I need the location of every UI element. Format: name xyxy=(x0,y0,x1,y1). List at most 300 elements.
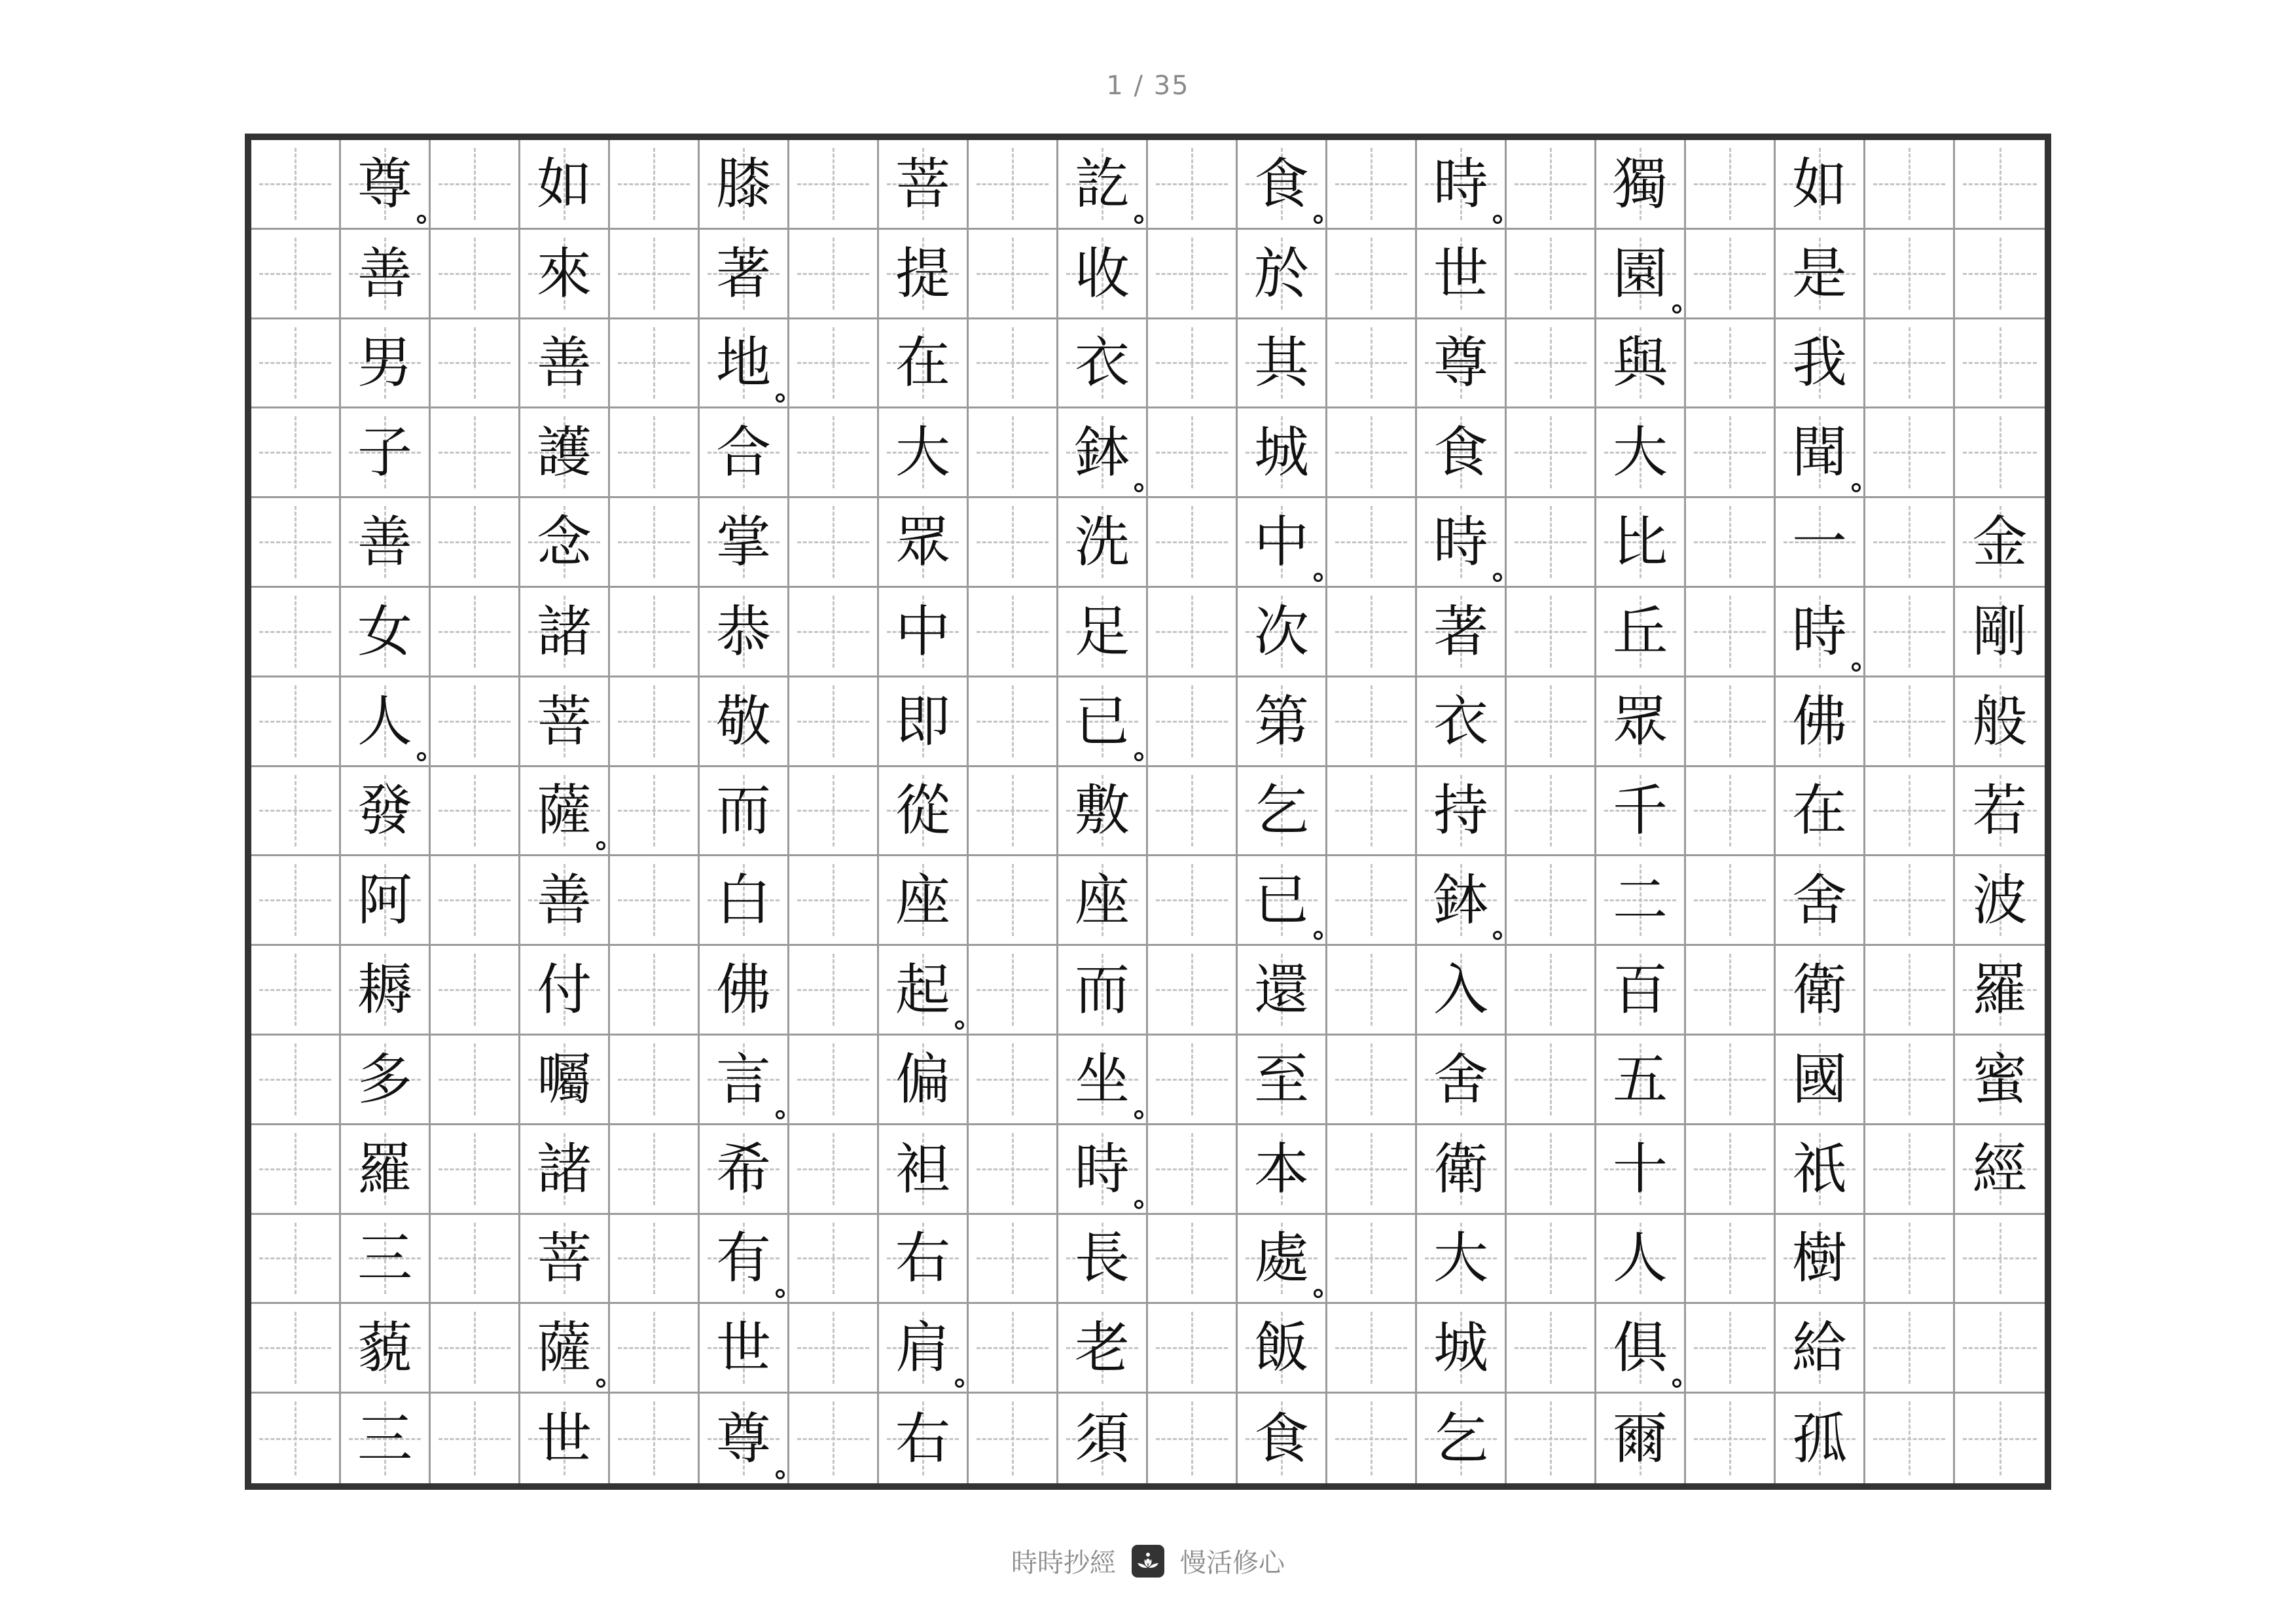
grid-cell xyxy=(1686,140,1776,230)
character: 掌 xyxy=(715,510,771,575)
character: 眾 xyxy=(1612,689,1668,753)
footer-slogan-text: 慢活修心 xyxy=(1180,1548,1285,1578)
grid-cell xyxy=(700,856,789,946)
grid-cell xyxy=(1058,408,1148,498)
character: 足 xyxy=(1074,599,1130,664)
grid-cell xyxy=(431,588,520,677)
grid-cell xyxy=(1058,677,1148,767)
character: 城 xyxy=(1253,420,1309,485)
character: 眾 xyxy=(895,510,950,575)
period-mark-icon xyxy=(955,1020,964,1030)
grid-cell xyxy=(1148,677,1238,767)
grid-cell xyxy=(1058,1036,1148,1125)
grid-cell xyxy=(969,230,1058,319)
period-mark-icon xyxy=(1852,662,1861,672)
grid-cell xyxy=(1596,1394,1686,1483)
grid-cell xyxy=(969,1125,1058,1215)
grid-cell xyxy=(1148,1215,1238,1305)
grid-cell xyxy=(700,767,789,857)
grid-cell xyxy=(700,319,789,409)
grid-cell xyxy=(879,677,969,767)
grid-cell xyxy=(1955,946,2045,1036)
character: 乞 xyxy=(1433,1406,1488,1471)
character: 善 xyxy=(357,241,412,306)
grid-cell xyxy=(520,588,610,677)
character: 於 xyxy=(1253,241,1309,306)
character: 若 xyxy=(1972,778,2028,843)
grid-cell xyxy=(1955,588,2045,677)
grid-cell xyxy=(1686,677,1776,767)
grid-cell xyxy=(1955,1394,2045,1483)
character: 園 xyxy=(1612,241,1668,306)
grid-cell xyxy=(341,1125,431,1215)
grid-cell xyxy=(1507,1215,1596,1305)
grid-cell xyxy=(1417,1036,1507,1125)
grid-cell xyxy=(1686,1125,1776,1215)
grid-cell xyxy=(1148,319,1238,409)
grid-cell xyxy=(341,588,431,677)
grid-cell xyxy=(789,767,879,857)
grid-cell xyxy=(610,498,700,588)
grid-cell xyxy=(1596,1215,1686,1305)
character: 入 xyxy=(1433,958,1488,1022)
character: 衛 xyxy=(1791,958,1847,1022)
character: 經 xyxy=(1972,1136,2028,1201)
character: 如 xyxy=(1791,151,1847,216)
grid-cell xyxy=(610,230,700,319)
grid-cell xyxy=(251,230,341,319)
grid-cell xyxy=(1955,498,2045,588)
grid-cell xyxy=(1596,1304,1686,1394)
grid-cell xyxy=(1148,856,1238,946)
grid-cell xyxy=(1327,946,1417,1036)
character: 持 xyxy=(1433,778,1488,843)
grid-cell xyxy=(251,946,341,1036)
grid-cell xyxy=(1507,140,1596,230)
grid-cell xyxy=(1417,140,1507,230)
grid-cell xyxy=(520,319,610,409)
grid-cell xyxy=(1776,140,1865,230)
character: 其 xyxy=(1253,331,1309,395)
grid-cell xyxy=(789,230,879,319)
character: 舍 xyxy=(1791,868,1847,933)
character: 三 xyxy=(357,1226,412,1291)
character: 大 xyxy=(1612,420,1668,485)
grid-cell xyxy=(431,319,520,409)
grid-cell xyxy=(1058,1215,1148,1305)
grid-cell xyxy=(1148,946,1238,1036)
grid-cell xyxy=(1596,140,1686,230)
character: 次 xyxy=(1253,599,1309,664)
grid-cell xyxy=(969,856,1058,946)
page-indicator: 1 / 35 xyxy=(1106,71,1190,101)
character: 食 xyxy=(1433,420,1488,485)
grid-cell xyxy=(520,1125,610,1215)
character: 飯 xyxy=(1253,1316,1309,1380)
character: 言 xyxy=(715,1047,771,1111)
character: 尊 xyxy=(357,151,412,216)
period-mark-icon xyxy=(776,1470,785,1479)
grid-cell xyxy=(431,1036,520,1125)
grid-cell xyxy=(1058,498,1148,588)
grid-cell xyxy=(789,1304,879,1394)
grid-cell xyxy=(1507,677,1596,767)
grid-cell xyxy=(879,1215,969,1305)
character: 百 xyxy=(1612,958,1668,1022)
character: 付 xyxy=(536,958,592,1022)
grid-cell xyxy=(1327,408,1417,498)
character: 如 xyxy=(536,151,592,216)
character: 至 xyxy=(1253,1047,1309,1111)
grid-cell xyxy=(1058,140,1148,230)
grid-cell xyxy=(1238,767,1327,857)
grid-cell xyxy=(789,677,879,767)
grid-cell xyxy=(1058,319,1148,409)
grid-cell xyxy=(700,408,789,498)
grid-cell xyxy=(1865,319,1955,409)
grid-cell xyxy=(1327,1036,1417,1125)
period-mark-icon xyxy=(1493,573,1502,582)
grid-cell xyxy=(251,767,341,857)
grid-cell xyxy=(1148,1394,1238,1483)
character: 菩 xyxy=(536,1226,592,1291)
character: 諸 xyxy=(536,599,592,664)
grid-cell xyxy=(969,767,1058,857)
grid-cell xyxy=(1596,408,1686,498)
character: 俱 xyxy=(1612,1316,1668,1380)
grid-cell xyxy=(789,498,879,588)
grid-cell xyxy=(341,319,431,409)
grid-cell xyxy=(1058,1304,1148,1394)
grid-cell xyxy=(789,140,879,230)
grid-cell xyxy=(1686,1215,1776,1305)
grid-cell xyxy=(1596,1036,1686,1125)
grid-cell xyxy=(1776,1215,1865,1305)
grid-cell xyxy=(1865,946,1955,1036)
grid-cell xyxy=(1148,230,1238,319)
character: 乞 xyxy=(1253,778,1309,843)
grid-cell xyxy=(251,1036,341,1125)
grid-cell xyxy=(520,856,610,946)
grid-cell xyxy=(610,408,700,498)
grid-cell xyxy=(1865,1215,1955,1305)
grid-cell xyxy=(341,498,431,588)
period-mark-icon xyxy=(1314,573,1323,582)
character: 須 xyxy=(1074,1406,1130,1471)
grid-cell xyxy=(1058,1125,1148,1215)
grid-cell xyxy=(1686,856,1776,946)
character: 佛 xyxy=(715,958,771,1022)
grid-cell xyxy=(969,498,1058,588)
grid-cell xyxy=(1955,1215,2045,1305)
grid-cell xyxy=(1417,677,1507,767)
grid-cell xyxy=(1417,1304,1507,1394)
grid-cell xyxy=(431,408,520,498)
character: 食 xyxy=(1253,1406,1309,1471)
grid-cell xyxy=(520,767,610,857)
grid-cell xyxy=(1507,1036,1596,1125)
grid-cell xyxy=(251,498,341,588)
grid-cell xyxy=(700,230,789,319)
grid-cell xyxy=(969,1304,1058,1394)
grid-cell xyxy=(969,946,1058,1036)
grid-cell xyxy=(700,1215,789,1305)
grid-cell xyxy=(879,140,969,230)
character: 囑 xyxy=(536,1047,592,1111)
grid-cell xyxy=(1327,319,1417,409)
grid-cell xyxy=(1148,1304,1238,1394)
character: 祇 xyxy=(1791,1136,1847,1201)
grid-cell xyxy=(520,140,610,230)
grid-cell xyxy=(251,140,341,230)
grid-cell xyxy=(1865,1394,1955,1483)
grid-cell xyxy=(789,319,879,409)
character: 薩 xyxy=(536,778,592,843)
character: 合 xyxy=(715,420,771,485)
grid-cell xyxy=(520,230,610,319)
grid-cell xyxy=(1417,1215,1507,1305)
grid-cell xyxy=(341,1394,431,1483)
grid-cell xyxy=(1327,140,1417,230)
grid-cell xyxy=(1238,677,1327,767)
character: 座 xyxy=(1074,868,1130,933)
character: 大 xyxy=(1433,1226,1488,1291)
period-mark-icon xyxy=(1314,215,1323,224)
character: 舍 xyxy=(1433,1047,1488,1111)
grid-cell xyxy=(341,230,431,319)
character: 五 xyxy=(1612,1047,1668,1111)
grid-cell xyxy=(1238,498,1327,588)
grid-cell xyxy=(1955,1036,2045,1125)
character: 金 xyxy=(1972,510,2028,575)
character: 右 xyxy=(895,1226,950,1291)
period-mark-icon xyxy=(417,215,426,224)
character: 時 xyxy=(1791,599,1847,664)
grid-cell xyxy=(1238,1125,1327,1215)
grid-cell xyxy=(431,856,520,946)
grid-cell xyxy=(1776,319,1865,409)
grid-cell xyxy=(610,319,700,409)
grid-cell xyxy=(700,677,789,767)
character: 地 xyxy=(715,331,771,395)
grid-cell xyxy=(1776,1036,1865,1125)
character: 世 xyxy=(536,1406,592,1471)
grid-cell xyxy=(879,1036,969,1125)
grid-cell xyxy=(1686,1036,1776,1125)
grid-cell xyxy=(341,1036,431,1125)
grid-cell xyxy=(431,140,520,230)
character: 而 xyxy=(1074,958,1130,1022)
period-mark-icon xyxy=(776,1110,785,1119)
character: 佛 xyxy=(1791,689,1847,753)
grid-cell xyxy=(341,140,431,230)
grid-cell xyxy=(1148,408,1238,498)
character: 善 xyxy=(357,510,412,575)
grid-cell xyxy=(879,1125,969,1215)
grid-cell xyxy=(1148,1125,1238,1215)
character: 善 xyxy=(536,331,592,395)
grid-cell xyxy=(1686,408,1776,498)
grid-cell xyxy=(969,1215,1058,1305)
grid-cell xyxy=(1686,767,1776,857)
character: 一 xyxy=(1791,510,1847,575)
grid-cell xyxy=(1596,767,1686,857)
grid-cell xyxy=(1955,319,2045,409)
character: 已 xyxy=(1253,868,1309,933)
grid-cell xyxy=(1507,946,1596,1036)
grid-cell xyxy=(1955,408,2045,498)
character: 多 xyxy=(357,1047,412,1111)
grid-cell xyxy=(1596,319,1686,409)
character: 在 xyxy=(1791,778,1847,843)
grid-cell xyxy=(1148,767,1238,857)
period-mark-icon xyxy=(1134,752,1143,761)
grid-cell xyxy=(1955,140,2045,230)
grid-cell xyxy=(610,856,700,946)
grid-cell xyxy=(1865,498,1955,588)
character: 諸 xyxy=(536,1136,592,1201)
footer xyxy=(0,1542,2296,1579)
grid-cell xyxy=(431,946,520,1036)
character: 人 xyxy=(1612,1226,1668,1291)
character: 中 xyxy=(895,599,950,664)
character: 世 xyxy=(1433,241,1488,306)
character: 處 xyxy=(1253,1226,1309,1291)
grid-cell xyxy=(610,1125,700,1215)
character: 羅 xyxy=(357,1136,412,1201)
grid-cell xyxy=(1417,319,1507,409)
grid-cell xyxy=(1596,677,1686,767)
grid-cell xyxy=(1596,946,1686,1036)
character: 與 xyxy=(1612,331,1668,395)
grid-cell xyxy=(341,946,431,1036)
footer-brand-text: 時時抄經 xyxy=(1011,1548,1116,1578)
character: 國 xyxy=(1791,1047,1847,1111)
grid-cell xyxy=(520,408,610,498)
grid-cell xyxy=(1058,856,1148,946)
period-mark-icon xyxy=(1134,215,1143,224)
character: 樹 xyxy=(1791,1226,1847,1291)
grid-cell xyxy=(341,856,431,946)
grid-cell xyxy=(789,1394,879,1483)
grid-cell xyxy=(251,1304,341,1394)
grid-cell xyxy=(1507,767,1596,857)
grid-cell xyxy=(520,946,610,1036)
grid-cell xyxy=(1058,1394,1148,1483)
character: 發 xyxy=(357,778,412,843)
character: 人 xyxy=(357,689,412,753)
character: 護 xyxy=(536,420,592,485)
grid-cell xyxy=(1596,588,1686,677)
grid-cell xyxy=(1507,1125,1596,1215)
grid-cell xyxy=(610,1394,700,1483)
grid-cell xyxy=(251,1215,341,1305)
character: 菩 xyxy=(536,689,592,753)
grid-cell xyxy=(1686,1394,1776,1483)
character: 訖 xyxy=(1074,151,1130,216)
grid-cell xyxy=(700,140,789,230)
character: 衣 xyxy=(1433,689,1488,753)
character: 有 xyxy=(715,1226,771,1291)
character: 已 xyxy=(1074,689,1130,753)
grid-cell xyxy=(1058,230,1148,319)
grid-cell xyxy=(1686,946,1776,1036)
copybook-sheet xyxy=(245,134,2051,1490)
grid-cell xyxy=(969,1036,1058,1125)
grid-cell xyxy=(700,1125,789,1215)
grid-cell xyxy=(1507,230,1596,319)
grid-cell xyxy=(700,1304,789,1394)
grid-cell xyxy=(1058,767,1148,857)
grid-cell xyxy=(1327,767,1417,857)
grid-cell xyxy=(879,230,969,319)
grid-cell xyxy=(789,856,879,946)
grid-cell xyxy=(610,677,700,767)
character: 我 xyxy=(1791,331,1847,395)
character: 比 xyxy=(1612,510,1668,575)
grid-cell xyxy=(879,408,969,498)
grid-cell xyxy=(1507,498,1596,588)
grid-cell xyxy=(1596,498,1686,588)
grid-cell xyxy=(1507,588,1596,677)
grid-cell xyxy=(251,408,341,498)
character: 衛 xyxy=(1433,1136,1488,1201)
character: 薩 xyxy=(536,1316,592,1380)
grid-cell xyxy=(431,767,520,857)
grid-cell xyxy=(520,1215,610,1305)
character: 蜜 xyxy=(1972,1047,2028,1111)
character: 善 xyxy=(536,868,592,933)
character: 老 xyxy=(1074,1316,1130,1380)
grid-cell xyxy=(1148,140,1238,230)
character: 念 xyxy=(536,510,592,575)
grid-cell xyxy=(1327,1304,1417,1394)
grid-cell xyxy=(1955,230,2045,319)
grid-cell xyxy=(520,677,610,767)
grid-cell xyxy=(431,498,520,588)
grid-cell xyxy=(789,946,879,1036)
grid-cell xyxy=(520,498,610,588)
grid-cell xyxy=(879,1304,969,1394)
period-mark-icon xyxy=(1134,1110,1143,1119)
grid-cell xyxy=(1776,588,1865,677)
grid-cell xyxy=(969,408,1058,498)
grid-cell xyxy=(1148,1036,1238,1125)
character: 起 xyxy=(895,958,950,1022)
grid-cell xyxy=(1955,1304,2045,1394)
character: 十 xyxy=(1612,1136,1668,1201)
grid-cell xyxy=(251,588,341,677)
grid-cell xyxy=(1865,230,1955,319)
lotus-meditation-icon xyxy=(1132,1545,1164,1578)
character: 在 xyxy=(895,331,950,395)
grid-cell xyxy=(610,767,700,857)
grid-cell xyxy=(879,856,969,946)
grid-cell xyxy=(610,1036,700,1125)
grid-cell xyxy=(1686,319,1776,409)
character: 女 xyxy=(357,599,412,664)
character: 時 xyxy=(1074,1136,1130,1201)
grid-cell xyxy=(1148,588,1238,677)
character: 敷 xyxy=(1074,778,1130,843)
grid-cell xyxy=(1417,230,1507,319)
character: 般 xyxy=(1972,689,2028,753)
grid-cell xyxy=(1776,1394,1865,1483)
grid-cell xyxy=(789,1036,879,1125)
grid-cell xyxy=(341,1215,431,1305)
grid-cell xyxy=(700,1394,789,1483)
grid-cell xyxy=(1417,408,1507,498)
